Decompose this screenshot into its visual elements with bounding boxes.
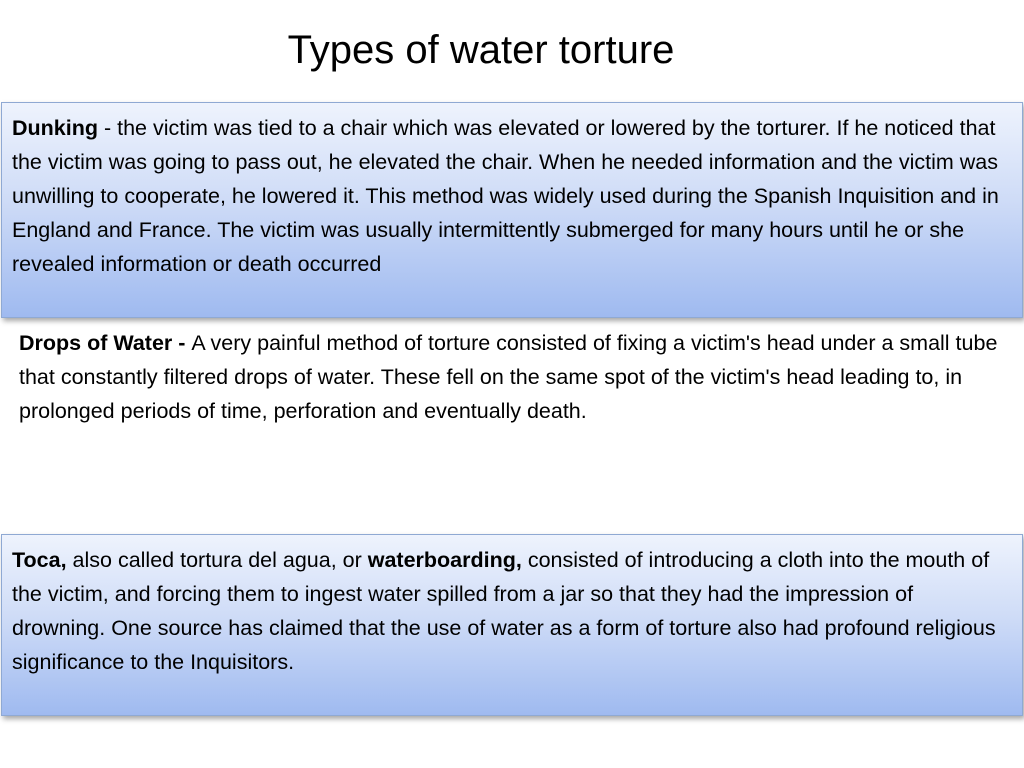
dunking-description: - the victim was tied to a chair which was elevated or lowered by the torturer. If he noticed that the victim was going to pass out, he elevated the chair. When he needed information and the victim was unwilling to cooperate, he lowered it. This method was widely used during the Spanish Inquisition and in England and France. The victim was usually intermittently submerged for many hours until he or she revealed information or death occurred bbox=[12, 116, 999, 276]
slide-title: Types of water torture bbox=[287, 28, 675, 72]
drops-of-water-paragraph bbox=[19, 326, 1009, 428]
dunking-term: Dunking bbox=[12, 116, 98, 140]
toca-description-part1: also called tortura del agua, or bbox=[66, 548, 368, 572]
drops-of-water-textbox bbox=[19, 326, 1009, 428]
drops-of-water-description: A very painful method of torture consisted of fixing a victim's head under a small tube that constantly filtered drops of water. These fell on the same spot of the victim's head leading to, in prolonged periods of time, perforation and eventually death. bbox=[19, 331, 998, 423]
toca-paragraph bbox=[12, 543, 1012, 679]
dunking-paragraph bbox=[12, 111, 1012, 281]
waterboarding-term: waterboarding, bbox=[367, 548, 522, 572]
dunking-textbox bbox=[1, 102, 1023, 318]
drops-of-water-term: Drops of Water - bbox=[19, 331, 192, 355]
toca-description-part2: consisted of introducing a cloth into the mouth of the victim, and forcing them to ingest water spilled from a jar so that they had the impression of drowning. One source has claimed that the use of water as a form of torture also had profound religious significance to the Inquisitors. bbox=[12, 548, 996, 674]
toca-term: Toca, bbox=[12, 548, 67, 572]
toca-textbox bbox=[1, 534, 1023, 716]
